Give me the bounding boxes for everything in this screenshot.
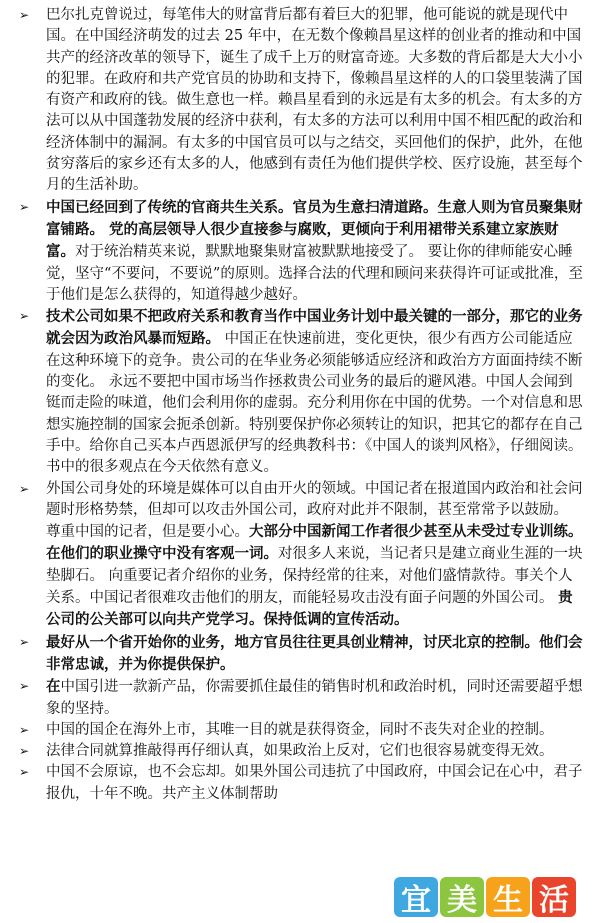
watermark-logo [394, 875, 594, 919]
list-item [0, 632, 600, 677]
list-item [0, 720, 600, 741]
watermark-char: 美 [440, 877, 484, 917]
bold-text: 最好从一个省开始你的业务，地方官员往往更具创业精神，讨厌北京的控制。他们会非常忠诚，并为你提供保护。 [46, 633, 583, 673]
body-text: 中国的国企在海外上市，其唯一目的就是获得资金，同时不丧失对企业的控制。 [46, 721, 554, 738]
body-text: 法律合同就算推敲得再仔细认真，如果政治上反对，它们也很容易就变得无效。 [46, 743, 554, 760]
list-item [0, 5, 600, 197]
bullet-arrow-icon: ➢ [19, 744, 30, 759]
bold-text: 大部分中国新闻工作者很少甚至从未受过专业训练。在他们的职业操守中没有客观一词。 [46, 523, 583, 563]
bullet-arrow-icon: ➢ [19, 481, 30, 496]
bullet-list [0, 5, 600, 805]
bullet-arrow-icon: ➢ [19, 309, 30, 324]
bold-text: 在 [46, 678, 61, 696]
bullet-arrow-icon: ➢ [19, 8, 30, 22]
list-item [0, 197, 600, 306]
list-item [0, 306, 600, 478]
list-item [0, 762, 600, 805]
bold-text: 贵公司的公关部可以向共产党学习。保持低调的宣传活动。 [46, 589, 573, 629]
body-text: 对很多人来说，当记者只是建立商业生涯的一块垫脚石。 向重要记者介绍你的业务，保持经常的往来，对他们盛情款待。事关个人关系。中国记者很难攻击他们的朋友，而能轻易攻击没有面子问题的外国公司。 [46, 546, 583, 607]
watermark-char: 活 [532, 877, 576, 917]
body-text: 中国引进一款新产品，你需要抓住最佳的销售时机和政治时机，同时还需要超乎想象的坚持。 [46, 679, 583, 717]
list-item [0, 479, 600, 632]
body-text: 巴尔扎克曾说过，每笔伟大的财富背后都有着巨大的犯罪，他可能说的就是现代中国。在中国经济萌发的过去 25 年中，在无数个像赖昌星这样的创业者的推动和中国共产的经济改革的领导下，诞生了成千上万的财富奇迹。大多数的背后都是大大小小的犯罪。在政府和共产党官员的协助和支持下，像赖昌星这样的人的口袋里装满了国有资产和政府的钱。做生意也一样。赖昌星看到的永远是有太多的机会。有太多的方法可以从中国蓬勃发展的经济中获利，有太多的方法可以利用中国不相匹配的政治和经济体制中的漏洞。有太多的中国官员可以与之结交，买回他们的保护，此外，在他贫穷落后的家乡还有太多的人，他感到有责任为他们提供学校、医疗设施，甚至每个月的生活补助。 [46, 7, 583, 194]
bullet-arrow-icon: ➢ [19, 679, 30, 694]
bold-text: 技术公司如果不把政府关系和教育当作中国业务计划中最关键的一部分，那它的业务就会因为政治风暴而短路。 [46, 308, 583, 348]
watermark-char: 宜 [394, 877, 438, 917]
list-item [0, 741, 600, 762]
body-text: 外国公司身处的环境是媒体可以自由开火的领域。中国记者在报道国内政治和社会问题时形格势禁，但却可以攻击外国公司，政府对此并不限制，甚至常常予以鼓励。 尊重中国的记者，但是要小心。 [46, 480, 583, 541]
bullet-arrow-icon: ➢ [19, 765, 30, 780]
body-text: 中国正在快速前进，变化更快，很少有西方公司能适应在这种环境下的竞争。贵公司的在华业务必须能够适应经济和政治方方面面持续不断的变化。 永远不要把中国市场当作拯救贵公司业务的最后的避风港。中国人会闻到铤而走险的味道，他们会利用你的虚弱。充分利用你在中国的优势。一个对信息和思想实施控制的国家会扼杀创新。特别要保护你必须转让的知识，把其它的都存在自己手中。给你自己买本卢西恩派伊写的经典教科书：《中国人的谈判风格》，仔细阅读。书中的很多观点在今天依然有意义。 [46, 331, 583, 476]
list-item [0, 676, 600, 720]
body-text: 中国不会原谅，也不会忘却。如果外国公司违抗了中国政府，中国会记在心中，君子报仇，十年不晚。共产主义体制帮助 [46, 764, 583, 802]
watermark-char: 生 [486, 877, 530, 917]
bold-text: 中国已经回到了传统的官商共生关系。官员为生意扫清道路。生意人则为官员聚集财富铺路。 党的高层领导人很少直接参与腐败，更倾向于利用裙带关系建立家族财富。 [46, 198, 583, 261]
bullet-arrow-icon: ➢ [19, 722, 30, 737]
bullet-arrow-icon: ➢ [19, 199, 30, 214]
body-text: 对于统治精英来说，默默地聚集财富被默默地接受了。 要让你的律师能安心睡觉，坚守“不要问，不要说”的原则。选择合法的代理和顾问来获得许可证或批准，至于他们是怎么获得的，知道得越少越好。 [46, 244, 583, 303]
bullet-arrow-icon: ➢ [19, 634, 30, 649]
